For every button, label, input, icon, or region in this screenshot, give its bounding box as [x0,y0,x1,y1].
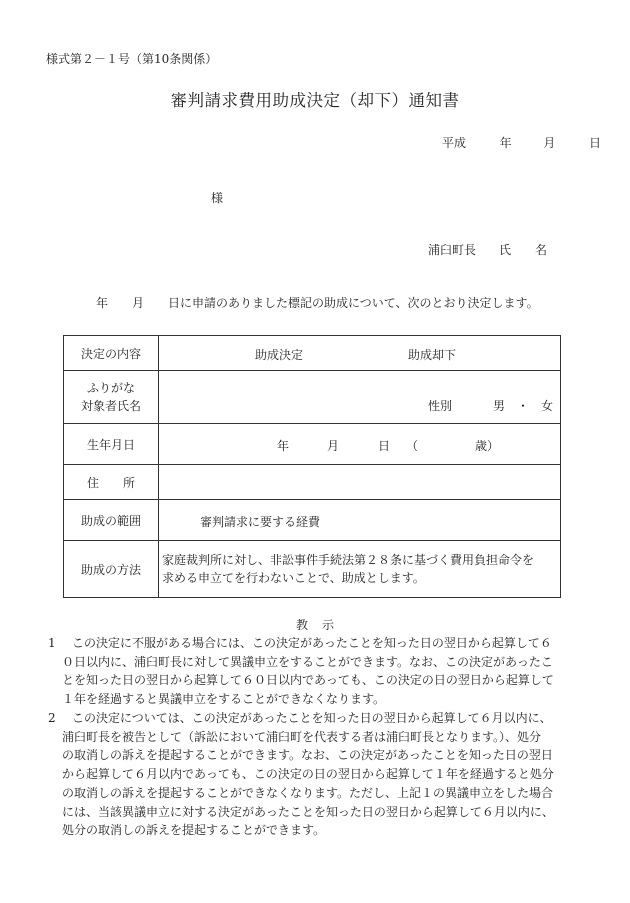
furigana-label: ふりがな [86,381,135,395]
address-value-cell [159,465,561,500]
date-month: 月 [543,136,556,150]
intro-month: 月 [132,296,145,310]
notice-line: 処分の取消しの訴えを提起することができます。 [62,823,326,838]
notice-line: には、当該異議申立に対する決定があったことを知った日の翌日から起算して６月以内に、 [62,804,554,819]
notice-line: 浦臼町長を被告として（訴訟において浦臼町を代表する者は浦臼町長となります。）、処分 [62,729,542,744]
notice-line: の取消しの訴えを提起することができなくなります。ただし、上記１の異議申立をした場合 [62,785,554,800]
subject-name-label: 対象者氏名 [80,399,141,413]
method-value-cell [159,541,561,598]
decision-label: 決定の内容 [64,336,159,371]
notice-line: とを知った日の翌日から起算して６０日以内であっても、この決定の日の翌日から起算して [62,673,554,688]
intro-sentence [96,294,539,311]
birth-day: 日 [378,439,391,453]
gender-label: 性別 [428,399,453,413]
notice-line: ０日以内に、浦臼町長に対して異議申立をすることができます。なお、この決定があったこ [62,654,553,669]
birth-label: 生年月日 [64,424,159,465]
intro-text: 日に申請のありました標記の助成について、次のとおり決定します。 [168,296,539,310]
scope-label: 助成の範囲 [64,500,159,541]
notice-line: この決定に不服がある場合には、この決定があったことを知った日の翌日から起算して６ [72,636,552,650]
method-label: 助成の方法 [64,541,159,598]
notice-line: から起算して６月以内であっても、この決定の日の翌日から起算して１年を経過すると処分 [62,767,554,782]
birth-value-cell [159,424,561,465]
document-title: 審判請求費用助成決定（却下）通知書 [170,91,460,110]
method-line: 求める申立てを行わないことで、助成とします。 [162,571,425,585]
birth-month: 月 [327,439,340,453]
notice-line: １年を経過すると異議申立をすることができなくなります。 [62,692,386,707]
subject-value-cell [159,371,561,424]
birth-year: 年 [277,439,290,453]
date-era: 平成 [442,136,467,150]
scope-value-cell [159,500,561,541]
option-approve: 助成決定 [255,348,304,362]
table-row-scope [64,500,561,541]
method-line: 家庭裁判所に対し、非訟事件手続法第２８条に基づく費用負担命令を [162,553,535,567]
addressee: 様 [211,191,224,205]
table-row-method [64,541,561,598]
notice-heading: 教示 [295,618,348,632]
age-open: （ [406,439,419,453]
date-year: 年 [499,136,512,150]
issuer [428,241,547,258]
notice-item-1 [48,634,588,709]
date-line [442,134,601,151]
table-row-subject [64,371,561,424]
notice-line: この決定については、この決定があったことを知った日の翌日から起算して６月以内に、 [72,711,552,725]
notice-item-number: 2 [48,711,56,725]
decision-value-cell [159,336,561,371]
intro-year: 年 [96,296,109,310]
decision-table [63,335,561,598]
form-number: 様式第２－１号（第10条関係） [46,52,218,66]
address-label: 住 所 [64,465,159,500]
table-row-decision [64,336,561,371]
age-close: 歳） [475,439,500,453]
table-row-address [64,465,561,500]
issuer-name-label: 氏 名 [499,243,548,257]
notice-line: の取消しの訴えを提起することができます。なお、この決定があったことを知った日の翌日 [62,748,553,763]
notice-item-2 [48,709,588,840]
issuer-title: 浦臼町長 [428,243,477,257]
option-reject: 助成却下 [408,348,457,362]
date-day: 日 [589,136,602,150]
scope-value: 審判請求に要する経費 [200,515,321,529]
notice-item-number: 1 [48,636,56,650]
gender-options: 男 ・ 女 [493,399,554,413]
table-row-birth [64,424,561,465]
subject-label-cell [64,371,159,424]
